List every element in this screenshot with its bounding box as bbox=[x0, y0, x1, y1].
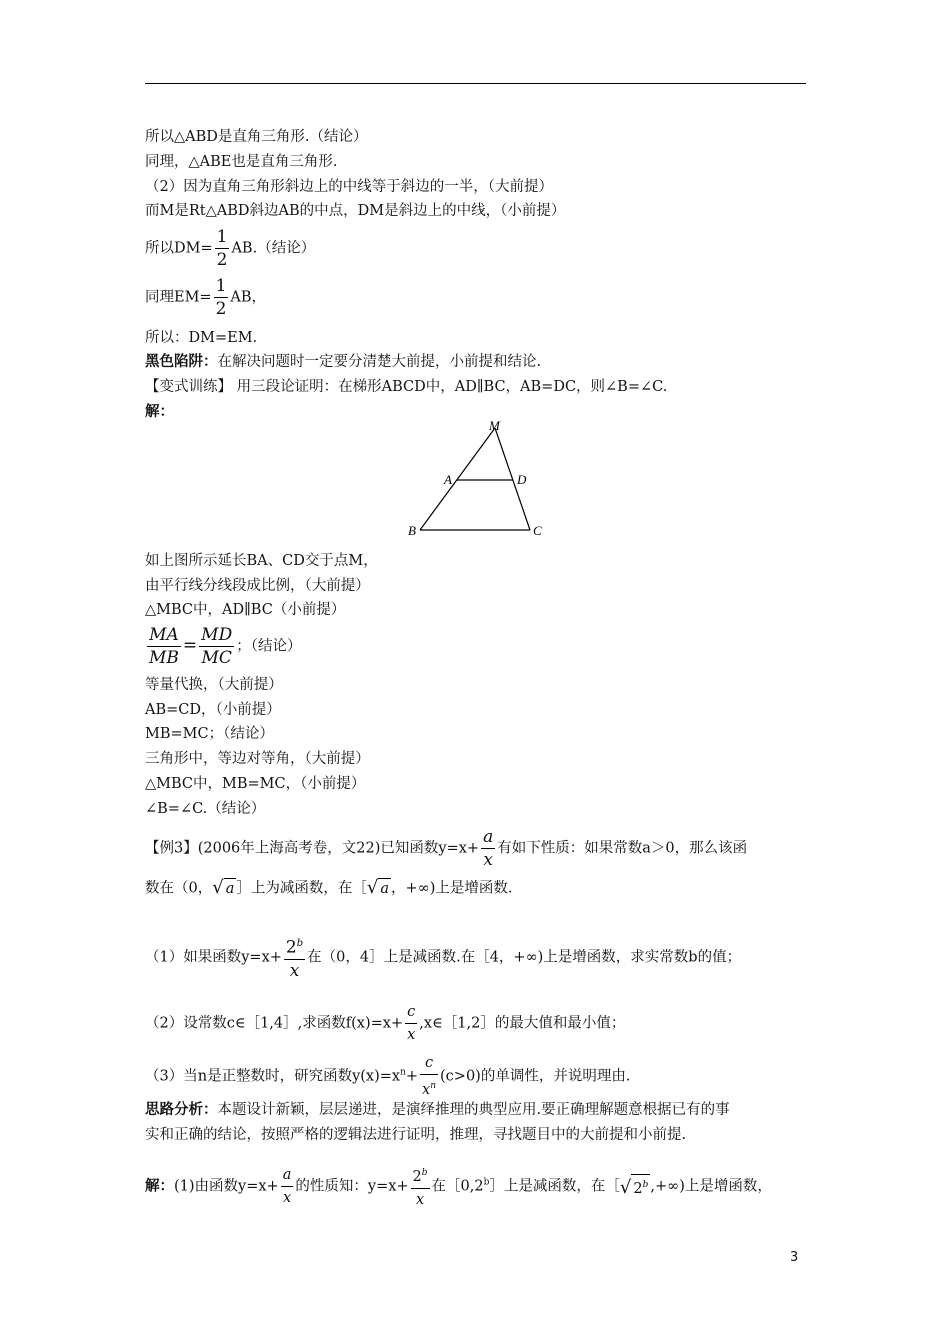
denominator: x bbox=[411, 1188, 430, 1211]
analysis-line-2: 实和正确的结论，按照严格的逻辑法进行证明，推理，寻找题目中的大前提和小前提. bbox=[145, 1127, 687, 1143]
label-a: A bbox=[444, 472, 452, 487]
sqrt-a: √ a bbox=[212, 877, 235, 898]
fraction-c-xn bbox=[420, 1052, 438, 1101]
fraction-a-x bbox=[481, 826, 495, 871]
denominator: MB bbox=[149, 648, 179, 668]
numerator: 2$^b$ bbox=[412, 1168, 428, 1185]
text: ，+∞)上是增函数. bbox=[391, 880, 513, 897]
trapezoid-figure bbox=[400, 418, 550, 543]
example-3-line-1 bbox=[145, 826, 747, 871]
text-line: 而M是Rt△ABD斜边AB的中点，DM是斜边上的中线，（小前提） bbox=[145, 203, 566, 219]
question-3 bbox=[145, 1052, 630, 1101]
label-d: D bbox=[517, 472, 527, 487]
text: (c>0)的单调性，并说明理由. bbox=[440, 1068, 631, 1085]
text-line: （2）因为直角三角形斜边上的中线等于斜边的一半，（大前提） bbox=[145, 179, 553, 195]
numerator: MD bbox=[201, 625, 233, 645]
text-line-dm bbox=[145, 226, 315, 271]
numerator: 2$^b$ bbox=[285, 937, 304, 958]
numerator: MA bbox=[149, 625, 179, 645]
question-1 bbox=[145, 933, 741, 982]
label-m: M bbox=[489, 418, 500, 433]
solution-label: 解： bbox=[145, 403, 174, 420]
fraction-ma-mb bbox=[147, 624, 181, 669]
text: (1)由函数y=x+ bbox=[174, 1178, 279, 1195]
text: 在解决问题时一定要分清楚大前提，小前提和结论. bbox=[217, 354, 542, 370]
bold-label: 黑色陷阱： bbox=[145, 353, 218, 370]
text: ,+∞)上是增函数， bbox=[650, 1178, 772, 1195]
text: （3）当n是正整数时，研究函数y(x)=x bbox=[145, 1068, 401, 1085]
text-line: 等量代换，（大前提） bbox=[145, 677, 283, 693]
text: AB.（结论） bbox=[231, 240, 316, 257]
text-line: 由平行线分线段成比例，（大前提） bbox=[145, 578, 370, 594]
label-b: B bbox=[408, 523, 416, 538]
denominator: x bbox=[281, 1186, 294, 1209]
text-line bbox=[145, 352, 541, 372]
text: ］上为减函数，在［ bbox=[236, 880, 367, 897]
denominator: MC bbox=[199, 646, 234, 669]
text: ；（结论） bbox=[236, 638, 302, 655]
text: 在（0，4］上是减函数.在［4，+∞)上是增函数，求实常数b的值； bbox=[307, 949, 742, 966]
solution-line bbox=[145, 1162, 772, 1211]
numerator: 1 bbox=[215, 276, 227, 296]
text: 在［0,2 bbox=[431, 1178, 484, 1195]
text-line: △MBC中，AD∥BC（小前提） bbox=[145, 602, 346, 618]
analysis-line-1 bbox=[145, 1100, 730, 1120]
radicand: a bbox=[224, 878, 237, 899]
text: 有如下性质：如果常数a＞0，那么该函 bbox=[497, 840, 748, 857]
fraction-half bbox=[215, 226, 230, 271]
radicand: 2$^b$ bbox=[631, 1174, 650, 1199]
denominator: x bbox=[405, 1023, 417, 1046]
fraction-2b-x bbox=[284, 933, 305, 982]
text: 同理EM= bbox=[145, 289, 212, 306]
text: 本题设计新颖，层层递进，是演绎推理的典型应用.要正确理解题意根据已有的事 bbox=[217, 1102, 730, 1118]
radicand: a bbox=[378, 878, 391, 899]
label-c: C bbox=[533, 523, 542, 538]
text: ,x∈［1,2］的最大值和最小值； bbox=[419, 1015, 626, 1032]
numerator: a bbox=[483, 827, 494, 847]
text-line: 如上图所示延长BA、CD交于点M， bbox=[145, 553, 378, 569]
denominator: 2 bbox=[215, 299, 227, 319]
fraction-md-mc bbox=[199, 624, 234, 669]
text-line: AB=CD，（小前提） bbox=[145, 702, 281, 718]
denominator: x bbox=[284, 959, 305, 982]
text: （2）设常数c∈［1,4］,求函数f(x)=x+ bbox=[145, 1015, 404, 1032]
example-3-line-2 bbox=[145, 878, 513, 899]
text-line: ∠B=∠C.（结论） bbox=[145, 801, 266, 817]
text: （1）如果函数y=x+ bbox=[145, 949, 282, 966]
text-line: 所以：DM=EM. bbox=[145, 330, 258, 346]
text-line: 所以△ABD是直角三角形.（结论） bbox=[145, 129, 368, 145]
proportion-line bbox=[145, 624, 301, 669]
page-number: 3 bbox=[790, 1250, 799, 1265]
denominator: 2 bbox=[216, 250, 228, 270]
exponent: n bbox=[400, 1067, 406, 1078]
header-rule bbox=[145, 83, 806, 84]
exponent: b bbox=[483, 1177, 490, 1188]
bold-label: 解： bbox=[145, 1177, 174, 1195]
text-line: 【变式训练】 用三段论证明：在梯形ABCD中，AD∥BC，AB=DC，则∠B=∠C. bbox=[145, 379, 668, 395]
equals-sign: = bbox=[182, 635, 198, 656]
text-line-em bbox=[145, 275, 266, 320]
text: + bbox=[405, 1068, 419, 1085]
question-2 bbox=[145, 1001, 625, 1046]
fraction-a-x bbox=[281, 1164, 294, 1209]
text: AB， bbox=[230, 289, 267, 306]
text-line: MB=MC；（结论） bbox=[145, 726, 274, 742]
denominator: x bbox=[481, 848, 495, 871]
line-mb bbox=[420, 428, 495, 530]
text: 【例3】(2006年上海高考卷，文22)已知函数y=x+ bbox=[145, 840, 480, 857]
text: 数在（0， bbox=[145, 880, 213, 897]
fraction-half bbox=[214, 275, 229, 320]
bold-label: 思路分析： bbox=[145, 1101, 218, 1118]
sqrt-a: √ a bbox=[366, 877, 390, 898]
text: 的性质知：y=x+ bbox=[295, 1178, 409, 1195]
numerator: 1 bbox=[216, 227, 228, 247]
fraction-c-x bbox=[405, 1001, 417, 1046]
denominator: $x^n$ bbox=[420, 1074, 438, 1101]
fraction-2b-x bbox=[411, 1162, 430, 1211]
text: 所以DM= bbox=[145, 240, 213, 257]
text: ］上是减函数，在［ bbox=[489, 1178, 620, 1195]
text-line: 三角形中，等边对等角，（大前提） bbox=[145, 751, 370, 767]
text-line: △MBC中，MB=MC，（小前提） bbox=[145, 776, 366, 792]
text-line: 同理，△ABE也是直角三角形. bbox=[145, 154, 338, 170]
numerator: a bbox=[282, 1166, 292, 1183]
sqrt-2b: √ 2$^b$ bbox=[620, 1174, 650, 1199]
numerator: c bbox=[407, 1004, 416, 1020]
numerator: c bbox=[424, 1055, 434, 1071]
